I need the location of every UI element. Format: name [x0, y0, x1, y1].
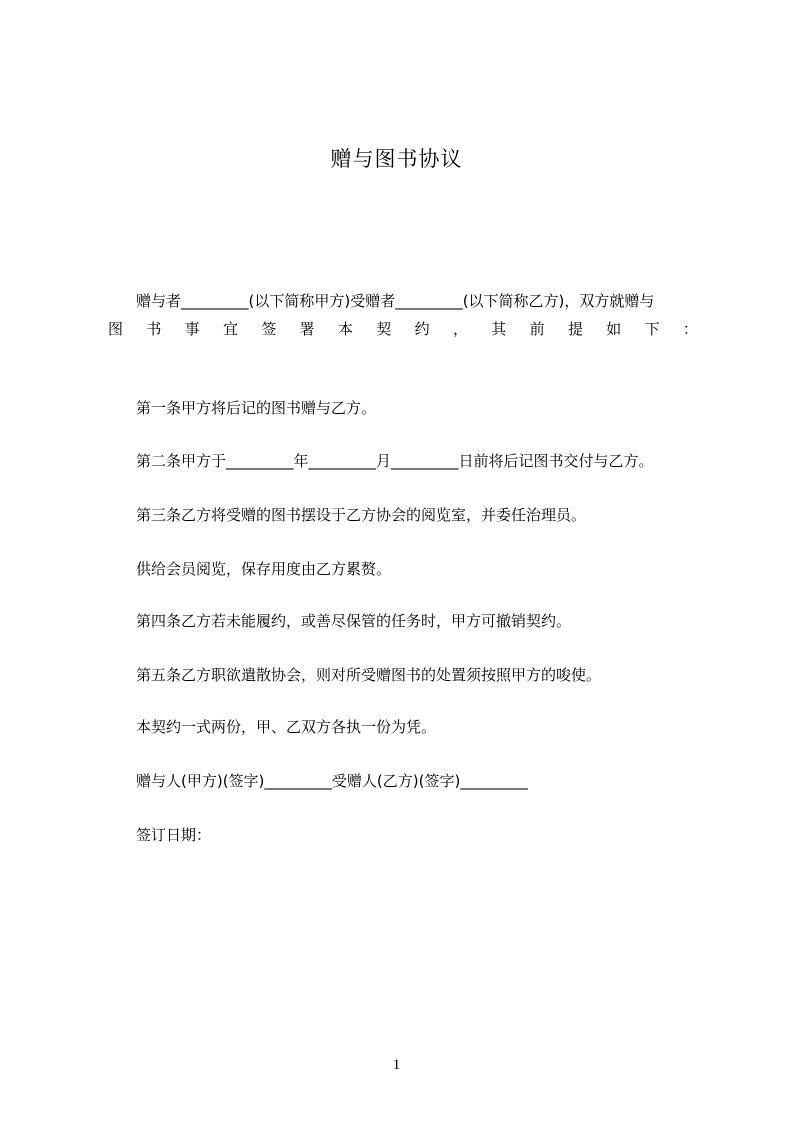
intro-char: ，	[452, 320, 468, 338]
intro-line-1: 赠与者_________(以下简称甲方)受赠者_________(以下简称乙方)，双方就赠与	[136, 292, 655, 310]
intro-char: 宜	[222, 320, 238, 338]
intro-char: 契	[376, 320, 392, 338]
intro-char: 本	[337, 320, 353, 338]
clause-5: 第五条乙方职欲遣散协会，则对所受赠图书的处置须按照甲方的唆使。	[136, 666, 602, 684]
intro-char: 约	[414, 320, 430, 338]
intro-char: 其	[491, 320, 507, 338]
intro-char: 如	[606, 320, 622, 338]
clause-1: 第一条甲方将后记的图书赠与乙方。	[136, 399, 377, 417]
clause-3: 第三条乙方将受赠的图书摆设于乙方协会的阅览室，并委任治理员。	[136, 506, 587, 524]
intro-char: 前	[529, 320, 545, 338]
copies-statement: 本契约一式两份，甲、乙双方各执一份为凭。	[136, 718, 437, 736]
intro-char: ：	[682, 320, 698, 338]
intro-char: 书	[146, 320, 162, 338]
signing-date: 签订日期：	[136, 826, 212, 844]
intro-char: 事	[184, 320, 200, 338]
clause-3-continued: 供给会员阅览，保存用度由乙方累赘。	[136, 560, 392, 578]
intro-char: 提	[567, 320, 583, 338]
intro-char: 图	[108, 320, 124, 338]
document-title: 赠与图书协议	[330, 147, 463, 171]
intro-char: 签	[261, 320, 277, 338]
intro-line-2	[108, 319, 698, 339]
intro-char: 下	[644, 320, 660, 338]
clause-4: 第四条乙方若未能履约，或善尽保管的任务时，甲方可撤销契约。	[136, 612, 572, 630]
intro-char: 署	[299, 320, 315, 338]
page-number: 1	[392, 1057, 401, 1073]
signature-line: 赠与人(甲方)(签字)_________受赠人(乙方)(签字)_________	[136, 772, 528, 790]
clause-2: 第二条甲方于_________年_________月_________日前将后记图书交付与乙方。	[136, 452, 654, 470]
